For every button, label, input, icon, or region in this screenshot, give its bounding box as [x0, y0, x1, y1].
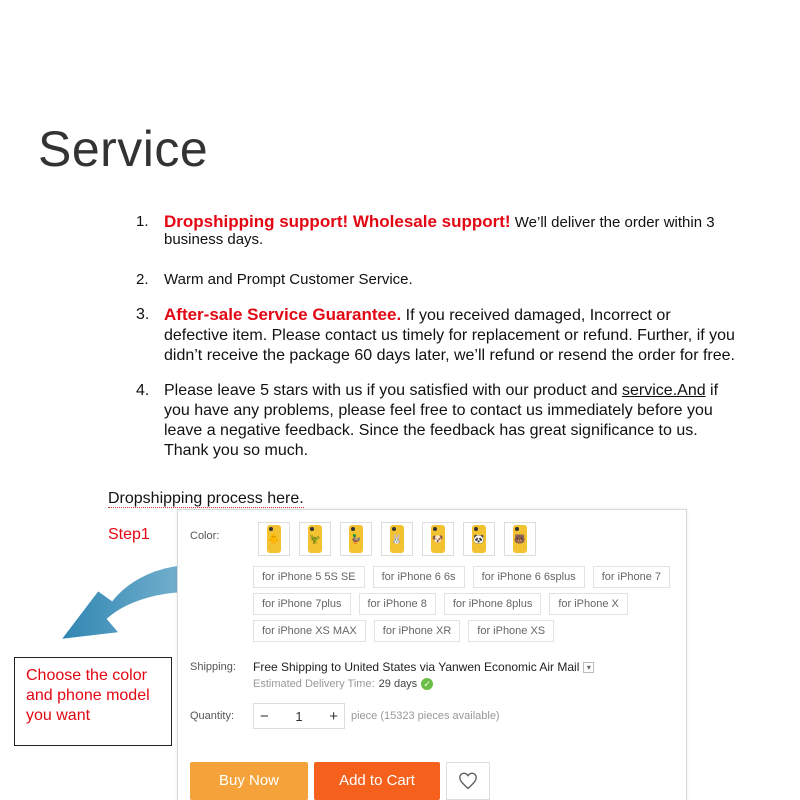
- item-text: Warm and Prompt Customer Service.: [164, 271, 413, 288]
- model-row: [253, 593, 673, 615]
- delivery-value: 29 days: [378, 678, 418, 690]
- model-option[interactable]: for iPhone X: [549, 593, 628, 615]
- quantity-input[interactable]: 1: [295, 708, 303, 724]
- service-list: [136, 213, 736, 476]
- item-text: If you received damaged, Incorrect or defective item. Please contact us timely for replacement or refund. Further, if you didn’t receive the package 60 days later, we’ll refund or resend the order for free.: [164, 307, 735, 364]
- color-swatch[interactable]: [340, 522, 372, 556]
- model-option[interactable]: for iPhone 8: [359, 593, 436, 615]
- stock-note: piece (15323 pieces available): [351, 710, 500, 722]
- color-swatch[interactable]: [504, 522, 536, 556]
- process-heading: [108, 490, 304, 508]
- list-number: 3.: [136, 306, 150, 323]
- service-item-feedback: [136, 381, 736, 461]
- color-swatch[interactable]: [258, 522, 290, 556]
- model-option[interactable]: for iPhone 8plus: [444, 593, 542, 615]
- item-text: Please leave 5 stars with us if you satisfied with our product and: [164, 382, 623, 399]
- color-swatch[interactable]: [422, 522, 454, 556]
- step-label: Step1: [108, 526, 150, 543]
- list-number: 2.: [136, 271, 149, 288]
- buy-now-button[interactable]: Buy Now: [190, 762, 308, 800]
- quantity-decrease-button[interactable]: −: [260, 707, 269, 725]
- shipping-method[interactable]: [253, 660, 594, 674]
- shipping-text: Free Shipping to United States via Yanwen Economic Air Mail: [253, 660, 580, 674]
- add-to-cart-button[interactable]: Add to Cart: [314, 762, 440, 800]
- model-option[interactable]: for iPhone 6 6splus: [473, 566, 585, 588]
- shipping-label: Shipping:: [190, 661, 236, 673]
- delivery-label: Estimated Delivery Time:: [253, 678, 375, 690]
- model-option[interactable]: for iPhone XS MAX: [253, 620, 366, 642]
- phone-case-icon: 🦆: [349, 525, 363, 553]
- quantity-increase-button[interactable]: +: [329, 707, 338, 725]
- color-swatch[interactable]: [381, 522, 413, 556]
- item-text: if you have any problems, please feel free to contact us immediately before you leave a negative feedback. Since the feedback has great significance to us. Thank you so much.: [164, 382, 719, 459]
- process-text: Dropshipping process here.: [108, 490, 304, 507]
- quantity-label: Quantity:: [190, 710, 235, 722]
- color-swatch[interactable]: [299, 522, 331, 556]
- model-option[interactable]: for iPhone 7: [593, 566, 670, 588]
- model-row: [253, 566, 673, 588]
- service-item-dropshipping: [136, 213, 736, 248]
- list-number: 4.: [136, 382, 150, 399]
- service-item-customer-service: [136, 270, 736, 290]
- model-option[interactable]: for iPhone XR: [374, 620, 460, 642]
- product-options-panel: [177, 509, 687, 800]
- phone-case-icon: 🐶: [431, 525, 445, 553]
- highlight-text: After-sale Service Guarantee.: [164, 305, 402, 324]
- model-option[interactable]: for iPhone 7plus: [253, 593, 351, 615]
- list-number: 1.: [136, 213, 149, 230]
- color-label: Color:: [190, 530, 220, 542]
- phone-case-icon: 🐰: [390, 525, 404, 553]
- wishlist-button[interactable]: [446, 762, 490, 800]
- model-options: [253, 566, 673, 647]
- phone-case-icon: 🐼: [472, 525, 486, 553]
- phone-case-icon: 🐥: [267, 525, 281, 553]
- model-option[interactable]: for iPhone XS: [468, 620, 554, 642]
- color-swatches: [258, 522, 536, 556]
- highlight-text: Dropshipping support! Wholesale support!: [164, 212, 511, 231]
- model-option[interactable]: for iPhone 6 6s: [373, 566, 465, 588]
- page-title: Service: [38, 121, 209, 177]
- color-swatch[interactable]: [463, 522, 495, 556]
- model-option[interactable]: for iPhone 5 5S SE: [253, 566, 365, 588]
- callout-box: Choose the color and phone model you want: [14, 657, 172, 746]
- quantity-stepper: [253, 703, 500, 729]
- phone-case-icon: 🦖: [308, 525, 322, 553]
- check-icon: ✓: [421, 678, 433, 690]
- service-item-after-sale: [136, 305, 736, 366]
- phone-case-icon: 🐻: [513, 525, 527, 553]
- model-row: [253, 620, 673, 642]
- chevron-down-icon[interactable]: ▾: [583, 662, 594, 673]
- heart-icon: [458, 772, 478, 790]
- item-text-underlined: service.And: [622, 382, 706, 399]
- delivery-estimate: [253, 678, 433, 690]
- item-text: We’ll deliver the order within 3 business days.: [164, 214, 715, 248]
